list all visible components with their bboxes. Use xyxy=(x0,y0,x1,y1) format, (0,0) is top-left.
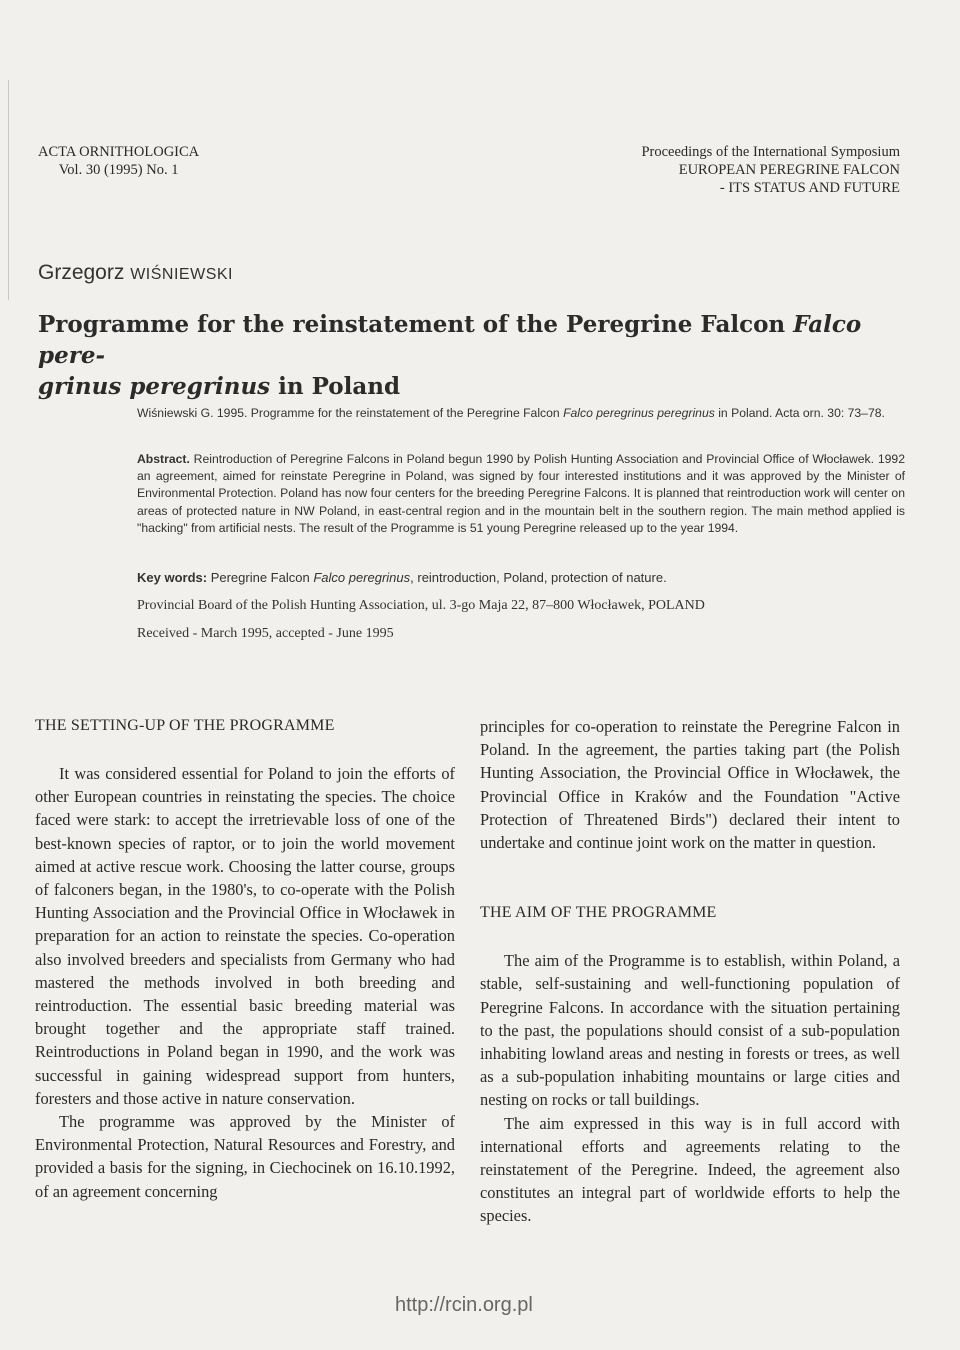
abstract-label: Abstract. xyxy=(137,452,190,466)
setup-paragraph-2: The programme was approved by the Minister of Environmental Protection, Natural Resources and Forestry, and provided a basis for the signing, in Ciechocinek on 16.10.1992, of an agreement concerning xyxy=(35,1112,455,1201)
title-part-2: in Poland xyxy=(270,373,401,400)
citation-species: Falco peregrinus peregrinus xyxy=(563,406,715,420)
keywords-text: Peregrine Falcon xyxy=(207,570,314,585)
keywords-rest: , reintroduction, Poland, protection of nature. xyxy=(410,570,667,585)
citation-text: Wiśniewski G. 1995. Programme for the reinstatement of the Peregrine Falcon xyxy=(137,406,564,420)
received-dates: Received - March 1995, accepted - June 1995 xyxy=(137,626,394,641)
author-last-name: WIŚNIEWSKI xyxy=(130,266,233,283)
repository-url[interactable]: http://rcin.org.pl xyxy=(395,1294,533,1316)
symposium-line-2: EUROPEAN PEREGRINE FALCON xyxy=(678,162,900,178)
author-name xyxy=(38,261,233,285)
symposium-header xyxy=(641,143,900,197)
section-heading-aim: THE AIM OF THE PROGRAMME xyxy=(480,904,717,922)
author-address: Provincial Board of the Polish Hunting Association, ul. 3-go Maja 22, 87–800 Włocławek, POLAND xyxy=(137,598,705,613)
abstract-text: Reintroduction of Peregrine Falcons in Poland begun 1990 by Polish Hunting Association and Provincial Office of Włocławek. 1992 an agreement, aimed for reinstate Peregrine in Poland, was signed by four interested institutions and it was approved by the Minister of Environmental Protection. Poland has now four centers for the breeding Peregrine Falcons. It is planned that reintroduction work will center on areas of protected nature in NW Poland, in east-central region and in the mountain belt in the southern region. The main method applied is "hacking" from artificial nests. The result of the Programme is 51 young Peregrine released up to the year 1994. xyxy=(137,452,905,535)
right-column xyxy=(480,715,900,1228)
aim-paragraph-1: The aim of the Programme is to establish, within Poland, a stable, self-sustaining and well-functioning population of Peregrine Falcons. In accordance with the situation pertaining to the past, the populations should consist of a sub-population inhabiting lowland areas and nesting in forests or trees, as well as a sub-population inhabiting mountains or large cities and nesting on rocks or tall buildings. xyxy=(480,951,900,1110)
journal-name: ACTA ORNITHOLOGICA xyxy=(38,144,200,160)
abstract xyxy=(137,451,905,537)
article-title xyxy=(38,309,918,402)
keywords xyxy=(137,569,905,586)
journal-volume: Vol. 30 (1995) No. 1 xyxy=(58,162,179,178)
title-italic-1: Falco pere- xyxy=(38,311,862,369)
keywords-label: Key words: xyxy=(137,570,208,585)
setup-paragraph-1: It was considered essential for Poland to join the efforts of other European countries in reinstating the species. The choice faced were stark: to accept the irretrievable loss of one of the best-known species of raptor, or to join the world movement aimed at active rescue work. Choosing the latter course, groups of falconers began, in the 1980's, to co-operate with the Polish Hunting Association and the Provincial Office in Włocławek in preparation for an action to reinstate the species. Co-operation also involved breeders and specialists from Germany who had mastered the methods involved in both breeding and reintroduction. The essential basic breeding material was brought together and the appropriate staff trained. Reintroductions in Poland began in 1990, and the work was successful in gaining widespread support from hunters, foresters and those active in nature conservation. xyxy=(35,764,455,1108)
author-first-name: Grzegorz xyxy=(38,261,131,284)
scan-edge-mark xyxy=(8,80,9,300)
title-part-1: Programme for the reinstatement of the Peregrine Falcon xyxy=(38,311,794,338)
keywords-species: Falco peregrinus xyxy=(313,570,411,585)
setup-paragraph-continued: principles for co-operation to reinstate the Peregrine Falcon in Poland. In the agreement, the parties taking part (the Polish Hunting Association, the Provincial Office in Włocławek, the Provincial Office in Kraków and the Foundation "Active Protection of Threatened Birds") declared their intent to undertake and continue joint work on the matter in question. xyxy=(480,717,900,853)
symposium-line-1: Proceedings of the International Symposium xyxy=(641,144,900,160)
section-heading-setup: THE SETTING-UP OF THE PROGRAMME xyxy=(35,717,335,734)
left-column xyxy=(35,715,455,1203)
title-italic-2: grinus peregrinus xyxy=(38,373,271,400)
aim-paragraph-2: The aim expressed in this way is in full accord with international efforts and agreements relating to the reinstatement of the Peregrine. Indeed, the agreement also constitutes an integral part of worldwide efforts to help the species. xyxy=(480,1113,900,1226)
citation xyxy=(137,405,905,422)
symposium-line-3: - ITS STATUS AND FUTURE xyxy=(719,180,900,196)
journal-header xyxy=(38,143,199,179)
citation-source: in Poland. Acta orn. 30: 73–78. xyxy=(714,406,885,420)
